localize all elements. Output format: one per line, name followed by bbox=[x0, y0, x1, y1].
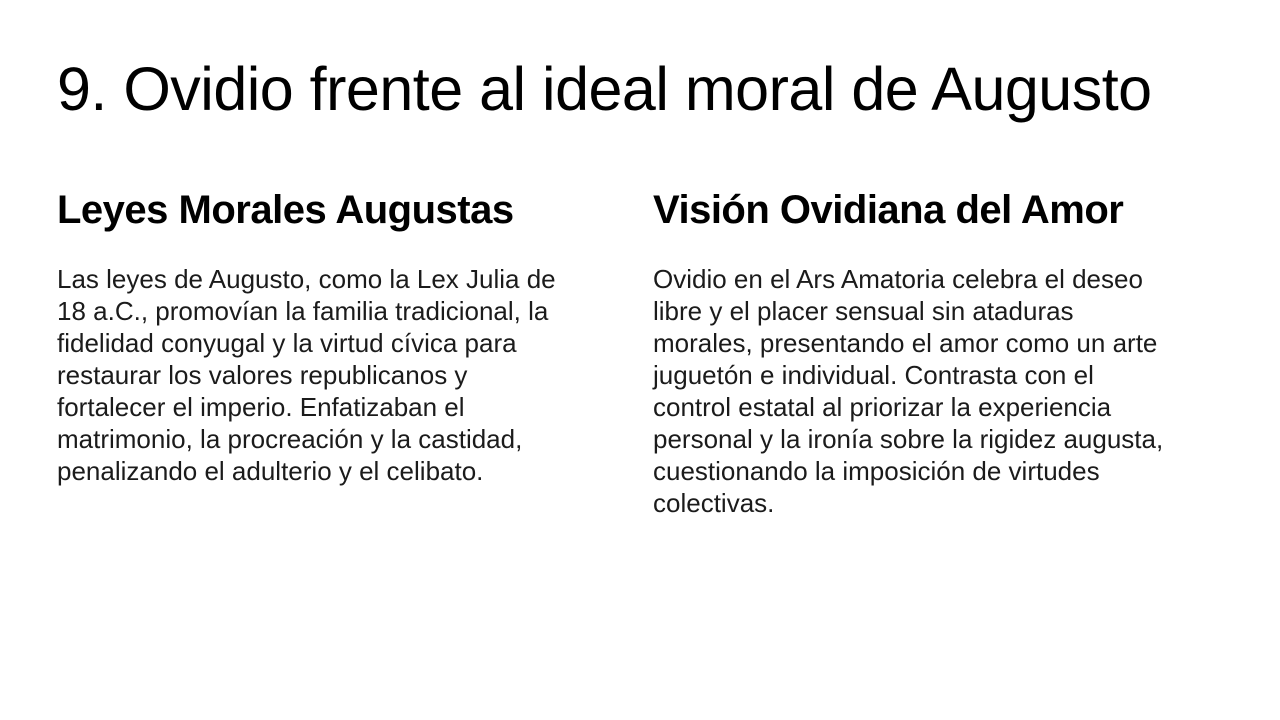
slide-canvas bbox=[0, 54, 1280, 720]
column-right-heading: Visión Ovidiana del Amor bbox=[653, 188, 1124, 233]
columns-container bbox=[57, 186, 1223, 519]
column-left-body: Las leyes de Augusto, como la Lex Julia de 18 a.C., promovían la familia tradicional, la fidelidad conyugal y la virtud cívica para restaurar los valores republicanos y fortalecer el imperio. Enfatizaban el matrimonio, la procreación y la castidad, penalizando el adulterio y el celibato. bbox=[57, 264, 556, 487]
column-left-heading: Leyes Morales Augustas bbox=[57, 188, 514, 233]
column-left bbox=[57, 186, 573, 519]
column-right bbox=[653, 186, 1169, 519]
column-right-body: Ovidio en el Ars Amatoria celebra el deseo libre y el placer sensual sin ataduras morales, presentando el amor como un arte juguetón e individual. Contrasta con el control estatal al priorizar la experiencia personal y la ironía sobre la rigidez augusta, cuestionando la imposición de virtudes colectivas. bbox=[653, 264, 1164, 519]
slide-title: 9. Ovidio frente al ideal moral de Augusto bbox=[57, 55, 1152, 123]
